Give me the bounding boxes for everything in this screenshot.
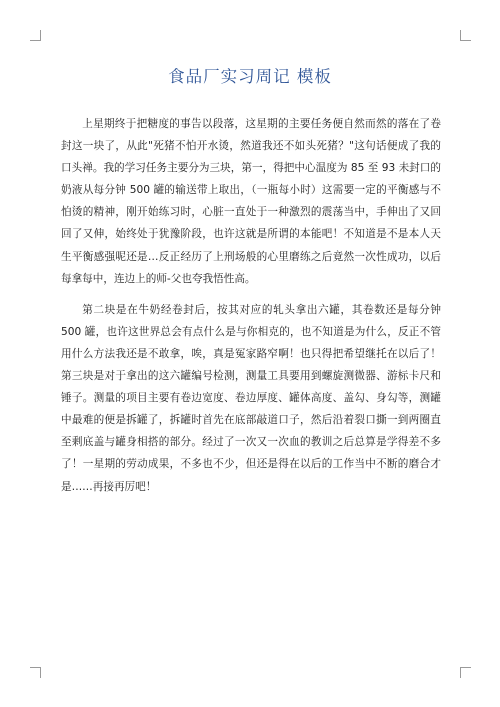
- page-corner-mark-top-right: [460, 30, 471, 41]
- document-body: [61, 113, 441, 507]
- page-corner-mark-top-left: [30, 30, 41, 41]
- page-corner-mark-bottom-right: [460, 667, 471, 678]
- paragraph-1: 上星期终于把糖度的事告以段落，这星期的主要任务便自然而然的落在了卷封这一块了，从此"死猪不怕开水烫，然道我还不如头死猪？"这句话便成了我的口头禅。我的学习任务主要分为三块，第一，得把中心温度为 85 至 93 未封口的奶液从每分钟 500 罐的输送带上取出，（一瓶每小时）这需要一定的平衡感与不怕烫的精神，刚开始练习时，心脏一直处于一种激烈的震荡当中，手伸出了又回回了又伸，始终处于犹豫阶段，也许这就是所谓的本能吧！不知道是不是本人天生平衡感强呢还是…反正经历了上刑场般的心里磨练之后竟然一次性成功，以后每拿每中，连边上的师-父也夸我悟性高。: [61, 118, 441, 285]
- paragraph-2: 第二块是在牛奶经卷封后，按其对应的轧头拿出六罐，其卷数还是每分钟 500 罐，也许这世界总会有点什么是与你相克的，也不知道是为什么，反正不管用什么方法我还是不敢拿，唉，真是冤家路窄啊！也只得把希望继托在以后了！第三块是对于拿出的这六罐编号检测，测量工具要用到螺旋测微器、游标卡尺和锤子。测量的项目主要有卷边宽度、卷边厚度、罐体高度、盖勾、身勾等，测罐中最难的便是拆罐了，拆罐时首先在底部敲道口子，然后沿着裂口撕一到两圈直至剩底盖与罐身相搭的部分。经过了一次又一次血的教训之后总算是学得差不多了！一星期的劳动成果，不多也不少，但还是得在以后的工作当中不断的磨合才是……再接再厉吧！: [61, 303, 441, 493]
- page-corner-mark-bottom-left: [30, 667, 41, 678]
- document-title: 食品厂实习周记 模板: [168, 67, 332, 86]
